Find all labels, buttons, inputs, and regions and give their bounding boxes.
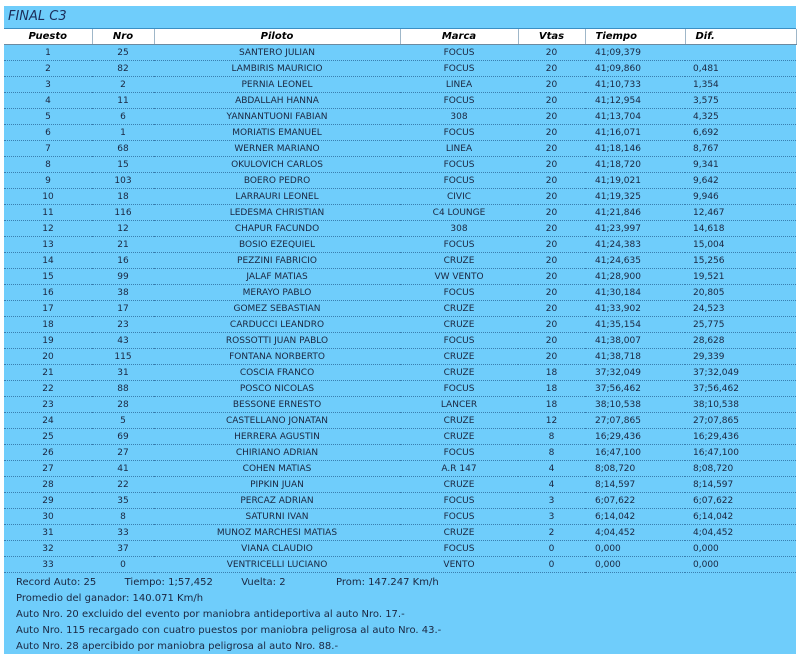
table-row [4, 413, 796, 429]
cell-puesto: 33 [4, 557, 92, 573]
cell-vtas: 20 [518, 141, 585, 157]
cell-vtas: 20 [518, 253, 585, 269]
cell-tiempo: 41;19,021 [585, 173, 685, 189]
cell-puesto: 20 [4, 349, 92, 365]
cell-piloto: GOMEZ SEBASTIAN [154, 301, 400, 317]
cell-tiempo: 37;32,049 [585, 365, 685, 381]
cell-nro: 25 [92, 45, 154, 61]
cell-puesto: 14 [4, 253, 92, 269]
cell-marca: CRUZE [400, 301, 518, 317]
cell-nro: 35 [92, 493, 154, 509]
cell-tiempo: 8;08,720 [585, 461, 685, 477]
cell-vtas: 8 [518, 429, 585, 445]
cell-nro: 15 [92, 157, 154, 173]
winner-average: Promedio del ganador: 140.071 Km/h [16, 593, 204, 604]
cell-vtas: 12 [518, 413, 585, 429]
cell-tiempo: 41;18,720 [585, 157, 685, 173]
table-row [4, 141, 796, 157]
cell-piloto: VENTRICELLI LUCIANO [154, 557, 400, 573]
page-title: FINAL C3 [4, 6, 796, 29]
cell-dif: 6;07,622 [685, 493, 796, 509]
cell-marca: CRUZE [400, 349, 518, 365]
cell-tiempo: 41;35,154 [585, 317, 685, 333]
cell-marca: CRUZE [400, 365, 518, 381]
cell-piloto: MUNOZ MARCHESI MATIAS [154, 525, 400, 541]
cell-piloto: BESSONE ERNESTO [154, 397, 400, 413]
cell-dif: 8;14,597 [685, 477, 796, 493]
table-row [4, 45, 796, 61]
cell-piloto: SANTERO JULIAN [154, 45, 400, 61]
table-row [4, 525, 796, 541]
cell-tiempo: 41;21,846 [585, 205, 685, 221]
cell-marca: CIVIC [400, 189, 518, 205]
cell-nro: 99 [92, 269, 154, 285]
cell-puesto: 28 [4, 477, 92, 493]
cell-nro: 6 [92, 109, 154, 125]
cell-dif: 15,004 [685, 237, 796, 253]
cell-tiempo: 6;14,042 [585, 509, 685, 525]
cell-piloto: CARDUCCI LEANDRO [154, 317, 400, 333]
table-row [4, 157, 796, 173]
cell-vtas: 3 [518, 493, 585, 509]
cell-vtas: 20 [518, 77, 585, 93]
table-row [4, 205, 796, 221]
cell-marca: FOCUS [400, 285, 518, 301]
cell-marca: FOCUS [400, 173, 518, 189]
cell-dif: 37;32,049 [685, 365, 796, 381]
cell-puesto: 31 [4, 525, 92, 541]
cell-nro: 2 [92, 77, 154, 93]
cell-vtas: 20 [518, 301, 585, 317]
cell-tiempo: 41;12,954 [585, 93, 685, 109]
cell-vtas: 18 [518, 397, 585, 413]
table-row [4, 509, 796, 525]
cell-tiempo: 41;38,718 [585, 349, 685, 365]
cell-tiempo: 0,000 [585, 557, 685, 573]
cell-nro: 22 [92, 477, 154, 493]
cell-nro: 17 [92, 301, 154, 317]
cell-nro: 5 [92, 413, 154, 429]
record-average: Prom: 147.247 Km/h [335, 577, 439, 588]
cell-tiempo: 41;10,733 [585, 77, 685, 93]
cell-vtas: 20 [518, 173, 585, 189]
cell-piloto: CHAPUR FACUNDO [154, 221, 400, 237]
cell-puesto: 24 [4, 413, 92, 429]
cell-puesto: 6 [4, 125, 92, 141]
cell-piloto: VIANA CLAUDIO [154, 541, 400, 557]
cell-puesto: 32 [4, 541, 92, 557]
record-auto: Record Auto: 25 [16, 577, 97, 588]
cell-puesto: 5 [4, 109, 92, 125]
cell-piloto: MERAYO PABLO [154, 285, 400, 301]
cell-vtas: 20 [518, 285, 585, 301]
column-header-nro: Nro [92, 29, 154, 45]
cell-puesto: 29 [4, 493, 92, 509]
cell-marca: 308 [400, 109, 518, 125]
cell-tiempo: 4;04,452 [585, 525, 685, 541]
cell-marca: CRUZE [400, 413, 518, 429]
cell-piloto: FONTANA NORBERTO [154, 349, 400, 365]
table-row [4, 109, 796, 125]
table-row [4, 301, 796, 317]
cell-vtas: 20 [518, 93, 585, 109]
race-note: Auto Nro. 28 apercibido por maniobra peligrosa al auto Nro. 88.- [16, 641, 339, 652]
cell-dif: 15,256 [685, 253, 796, 269]
table-row [4, 317, 796, 333]
cell-vtas: 4 [518, 477, 585, 493]
cell-dif: 8;08,720 [685, 461, 796, 477]
cell-puesto: 25 [4, 429, 92, 445]
cell-nro: 27 [92, 445, 154, 461]
cell-tiempo: 41;18,146 [585, 141, 685, 157]
table-row [4, 61, 796, 77]
column-header-dif: Dif. [685, 29, 796, 45]
cell-tiempo: 27;07,865 [585, 413, 685, 429]
cell-piloto: MORIATIS EMANUEL [154, 125, 400, 141]
table-row [4, 237, 796, 253]
cell-vtas: 18 [518, 365, 585, 381]
cell-nro: 82 [92, 61, 154, 77]
cell-vtas: 4 [518, 461, 585, 477]
cell-puesto: 3 [4, 77, 92, 93]
cell-piloto: YANNANTUONI FABIAN [154, 109, 400, 125]
cell-piloto: ROSSOTTI JUAN PABLO [154, 333, 400, 349]
cell-marca: LINEA [400, 77, 518, 93]
cell-marca: CRUZE [400, 525, 518, 541]
cell-puesto: 15 [4, 269, 92, 285]
cell-tiempo: 41;24,383 [585, 237, 685, 253]
cell-marca: A.R 147 [400, 461, 518, 477]
cell-puesto: 11 [4, 205, 92, 221]
cell-piloto: OKULOVICH CARLOS [154, 157, 400, 173]
cell-marca: FOCUS [400, 493, 518, 509]
table-row [4, 461, 796, 477]
cell-marca: 308 [400, 221, 518, 237]
cell-dif: 8,767 [685, 141, 796, 157]
cell-tiempo: 41;24,635 [585, 253, 685, 269]
cell-nro: 37 [92, 541, 154, 557]
cell-nro: 11 [92, 93, 154, 109]
cell-tiempo: 41;30,184 [585, 285, 685, 301]
cell-tiempo: 16;47,100 [585, 445, 685, 461]
table-row [4, 93, 796, 109]
cell-piloto: HERRERA AGUSTIN [154, 429, 400, 445]
cell-puesto: 23 [4, 397, 92, 413]
cell-dif: 6;14,042 [685, 509, 796, 525]
cell-piloto: LEDESMA CHRISTIAN [154, 205, 400, 221]
column-header-vtas: Vtas [518, 29, 585, 45]
cell-piloto: WERNER MARIANO [154, 141, 400, 157]
table-row [4, 381, 796, 397]
cell-dif: 4;04,452 [685, 525, 796, 541]
cell-tiempo: 41;09,379 [585, 45, 685, 61]
cell-marca: FOCUS [400, 157, 518, 173]
results-table-body [4, 45, 796, 573]
cell-dif: 20,805 [685, 285, 796, 301]
cell-vtas: 20 [518, 333, 585, 349]
cell-piloto: ABDALLAH HANNA [154, 93, 400, 109]
table-row [4, 77, 796, 93]
cell-tiempo: 41;28,900 [585, 269, 685, 285]
cell-puesto: 13 [4, 237, 92, 253]
table-row [4, 445, 796, 461]
cell-tiempo: 41;38,007 [585, 333, 685, 349]
cell-nro: 115 [92, 349, 154, 365]
table-row [4, 269, 796, 285]
cell-vtas: 20 [518, 189, 585, 205]
cell-puesto: 2 [4, 61, 92, 77]
cell-tiempo: 38;10,538 [585, 397, 685, 413]
cell-piloto: CASTELLANO JONATAN [154, 413, 400, 429]
cell-nro: 16 [92, 253, 154, 269]
cell-nro: 21 [92, 237, 154, 253]
cell-marca: CRUZE [400, 317, 518, 333]
cell-nro: 103 [92, 173, 154, 189]
cell-piloto: BOERO PEDRO [154, 173, 400, 189]
cell-dif: 24,523 [685, 301, 796, 317]
cell-marca: LANCER [400, 397, 518, 413]
results-panel [4, 6, 796, 654]
cell-puesto: 4 [4, 93, 92, 109]
results-table [4, 29, 797, 573]
cell-vtas: 20 [518, 237, 585, 253]
cell-vtas: 18 [518, 381, 585, 397]
cell-tiempo: 41;09,860 [585, 61, 685, 77]
cell-tiempo: 41;16,071 [585, 125, 685, 141]
cell-vtas: 20 [518, 125, 585, 141]
record-lap: Vuelta: 2 [241, 577, 286, 588]
cell-marca: VENTO [400, 557, 518, 573]
cell-marca: C4 LOUNGE [400, 205, 518, 221]
column-header-piloto: Piloto [154, 29, 400, 45]
cell-piloto: JALAF MATIAS [154, 269, 400, 285]
table-row [4, 477, 796, 493]
cell-marca: FOCUS [400, 125, 518, 141]
cell-tiempo: 41;13,704 [585, 109, 685, 125]
cell-dif: 1,354 [685, 77, 796, 93]
cell-vtas: 8 [518, 445, 585, 461]
cell-marca: FOCUS [400, 445, 518, 461]
cell-tiempo: 0,000 [585, 541, 685, 557]
race-note: Auto Nro. 20 excluido del evento por maniobra antideportiva al auto Nro. 17.- [16, 609, 405, 620]
cell-puesto: 7 [4, 141, 92, 157]
cell-nro: 38 [92, 285, 154, 301]
cell-puesto: 30 [4, 509, 92, 525]
cell-piloto: COHEN MATIAS [154, 461, 400, 477]
cell-nro: 8 [92, 509, 154, 525]
cell-vtas: 2 [518, 525, 585, 541]
cell-vtas: 0 [518, 541, 585, 557]
cell-nro: 69 [92, 429, 154, 445]
cell-puesto: 22 [4, 381, 92, 397]
cell-dif: 14,618 [685, 221, 796, 237]
cell-marca: CRUZE [400, 477, 518, 493]
table-row [4, 493, 796, 509]
table-row [4, 253, 796, 269]
cell-nro: 88 [92, 381, 154, 397]
cell-dif: 38;10,538 [685, 397, 796, 413]
cell-marca: FOCUS [400, 509, 518, 525]
cell-dif: 0,000 [685, 541, 796, 557]
cell-puesto: 10 [4, 189, 92, 205]
cell-dif: 3,575 [685, 93, 796, 109]
cell-puesto: 19 [4, 333, 92, 349]
table-row [4, 365, 796, 381]
table-row [4, 397, 796, 413]
cell-dif: 19,521 [685, 269, 796, 285]
table-row [4, 333, 796, 349]
column-header-marca: Marca [400, 29, 518, 45]
cell-nro: 18 [92, 189, 154, 205]
table-row [4, 557, 796, 573]
cell-nro: 23 [92, 317, 154, 333]
cell-vtas: 20 [518, 205, 585, 221]
cell-tiempo: 41;19,325 [585, 189, 685, 205]
table-row [4, 125, 796, 141]
cell-marca: CRUZE [400, 253, 518, 269]
cell-tiempo: 37;56,462 [585, 381, 685, 397]
cell-piloto: PERCAZ ADRIAN [154, 493, 400, 509]
table-row [4, 189, 796, 205]
cell-dif: 16;47,100 [685, 445, 796, 461]
cell-nro: 33 [92, 525, 154, 541]
cell-marca: FOCUS [400, 381, 518, 397]
race-summary [4, 573, 796, 655]
cell-piloto: LARRAURI LEONEL [154, 189, 400, 205]
cell-puesto: 1 [4, 45, 92, 61]
cell-vtas: 0 [518, 557, 585, 573]
cell-marca: FOCUS [400, 541, 518, 557]
cell-tiempo: 41;23,997 [585, 221, 685, 237]
cell-dif: 12,467 [685, 205, 796, 221]
cell-puesto: 12 [4, 221, 92, 237]
table-header-row [4, 29, 796, 45]
cell-dif: 4,325 [685, 109, 796, 125]
cell-piloto: COSCIA FRANCO [154, 365, 400, 381]
cell-dif: 16;29,436 [685, 429, 796, 445]
cell-vtas: 20 [518, 61, 585, 77]
cell-marca: FOCUS [400, 45, 518, 61]
table-row [4, 541, 796, 557]
table-row [4, 173, 796, 189]
cell-marca: VW VENTO [400, 269, 518, 285]
cell-dif: 0,481 [685, 61, 796, 77]
cell-vtas: 20 [518, 45, 585, 61]
cell-nro: 116 [92, 205, 154, 221]
table-row [4, 221, 796, 237]
table-row [4, 349, 796, 365]
cell-tiempo: 16;29,436 [585, 429, 685, 445]
cell-dif: 9,642 [685, 173, 796, 189]
cell-nro: 43 [92, 333, 154, 349]
cell-nro: 1 [92, 125, 154, 141]
cell-dif: 9,946 [685, 189, 796, 205]
cell-nro: 0 [92, 557, 154, 573]
cell-puesto: 27 [4, 461, 92, 477]
cell-puesto: 26 [4, 445, 92, 461]
cell-dif: 25,775 [685, 317, 796, 333]
cell-marca: FOCUS [400, 333, 518, 349]
cell-vtas: 20 [518, 157, 585, 173]
cell-vtas: 20 [518, 221, 585, 237]
cell-vtas: 3 [518, 509, 585, 525]
cell-nro: 12 [92, 221, 154, 237]
cell-puesto: 16 [4, 285, 92, 301]
cell-dif [685, 45, 796, 61]
column-header-tiempo: Tiempo [585, 29, 685, 45]
cell-marca: FOCUS [400, 237, 518, 253]
cell-dif: 29,339 [685, 349, 796, 365]
cell-vtas: 20 [518, 317, 585, 333]
cell-piloto: BOSIO EZEQUIEL [154, 237, 400, 253]
cell-puesto: 18 [4, 317, 92, 333]
column-header-puesto: Puesto [4, 29, 92, 45]
cell-vtas: 20 [518, 349, 585, 365]
cell-piloto: PEZZINI FABRICIO [154, 253, 400, 269]
cell-piloto: POSCO NICOLAS [154, 381, 400, 397]
cell-dif: 28,628 [685, 333, 796, 349]
cell-marca: LINEA [400, 141, 518, 157]
table-row [4, 285, 796, 301]
cell-piloto: SATURNI IVAN [154, 509, 400, 525]
cell-piloto: LAMBIRIS MAURICIO [154, 61, 400, 77]
cell-nro: 68 [92, 141, 154, 157]
cell-dif: 6,692 [685, 125, 796, 141]
cell-piloto: CHIRIANO ADRIAN [154, 445, 400, 461]
cell-tiempo: 8;14,597 [585, 477, 685, 493]
cell-marca: CRUZE [400, 429, 518, 445]
cell-dif: 37;56,462 [685, 381, 796, 397]
cell-nro: 28 [92, 397, 154, 413]
record-time: Tiempo: 1;57,452 [124, 577, 213, 588]
cell-piloto: PIPKIN JUAN [154, 477, 400, 493]
cell-piloto: PERNIA LEONEL [154, 77, 400, 93]
record-line [16, 575, 796, 591]
cell-nro: 31 [92, 365, 154, 381]
cell-puesto: 17 [4, 301, 92, 317]
cell-puesto: 8 [4, 157, 92, 173]
cell-tiempo: 6;07,622 [585, 493, 685, 509]
cell-dif: 0,000 [685, 557, 796, 573]
table-row [4, 429, 796, 445]
cell-puesto: 9 [4, 173, 92, 189]
cell-vtas: 20 [518, 109, 585, 125]
cell-tiempo: 41;33,902 [585, 301, 685, 317]
cell-dif: 9,341 [685, 157, 796, 173]
cell-dif: 27;07,865 [685, 413, 796, 429]
cell-marca: FOCUS [400, 93, 518, 109]
cell-vtas: 20 [518, 269, 585, 285]
cell-puesto: 21 [4, 365, 92, 381]
cell-marca: FOCUS [400, 61, 518, 77]
race-note: Auto Nro. 115 recargado con cuatro puestos por maniobra peligrosa al auto Nro. 43.- [16, 625, 442, 636]
cell-nro: 41 [92, 461, 154, 477]
